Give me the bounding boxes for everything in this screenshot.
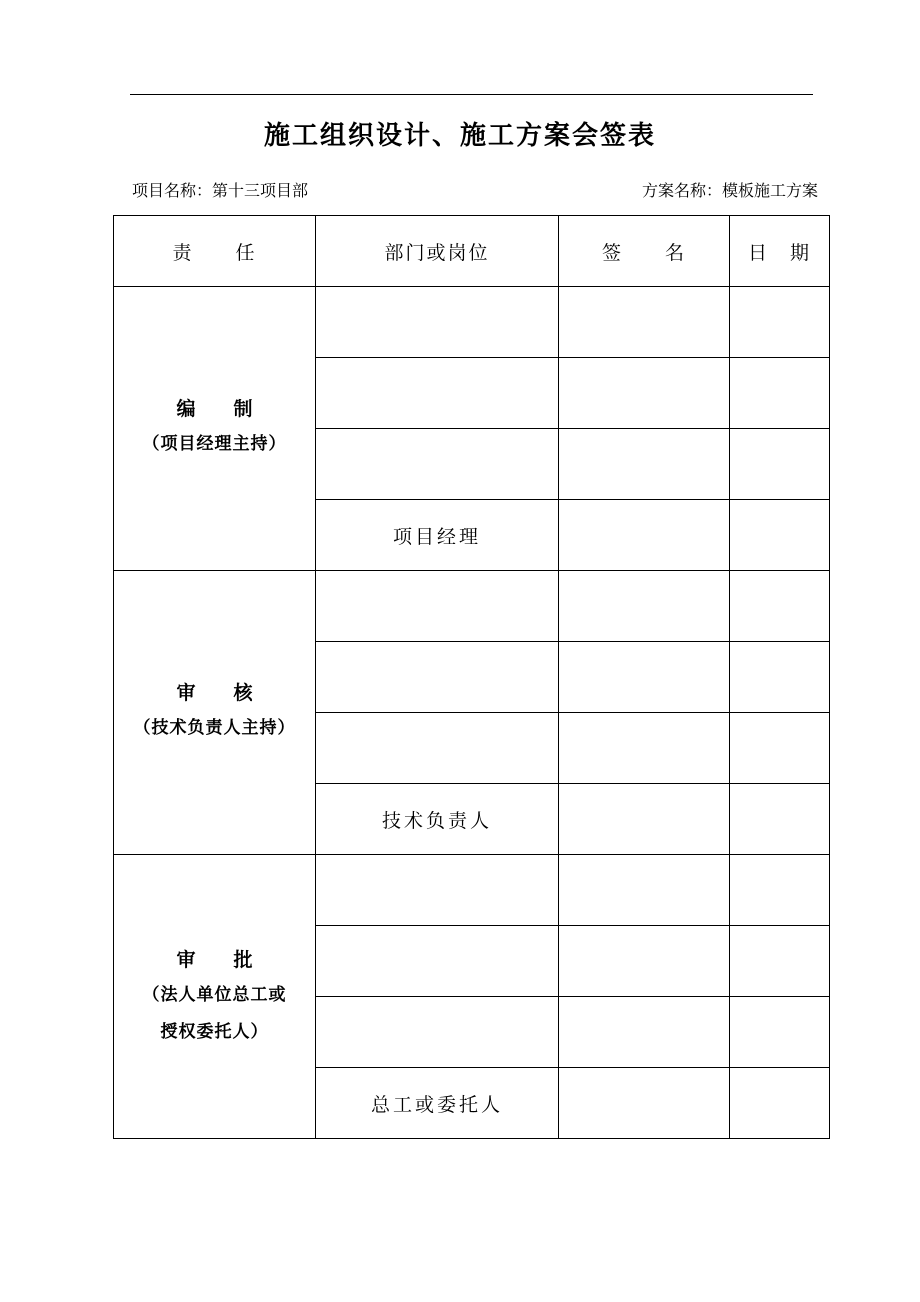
section-subtitle: （项目经理主持） — [142, 433, 287, 454]
department-cell[interactable] — [316, 429, 559, 500]
department-cell-technical-lead: 技术负责人 — [316, 784, 559, 855]
department-cell[interactable] — [316, 997, 559, 1068]
department-cell[interactable] — [316, 713, 559, 784]
signature-cell[interactable] — [559, 571, 730, 642]
date-cell[interactable] — [730, 571, 830, 642]
countersign-table — [113, 215, 830, 1139]
date-cell[interactable] — [730, 713, 830, 784]
section-subtitle: （法人单位总工或 — [142, 984, 287, 1005]
department-cell[interactable] — [316, 358, 559, 429]
header-department: 部门或岗位 — [316, 216, 559, 287]
date-cell[interactable] — [730, 926, 830, 997]
section-approve-cell — [114, 855, 316, 1139]
section-title: 审 核 — [176, 681, 253, 704]
date-cell[interactable] — [730, 287, 830, 358]
signature-cell[interactable] — [559, 1068, 730, 1139]
department-cell[interactable] — [316, 287, 559, 358]
date-cell[interactable] — [730, 358, 830, 429]
department-cell[interactable] — [316, 926, 559, 997]
department-cell[interactable] — [316, 855, 559, 926]
signature-cell[interactable] — [559, 997, 730, 1068]
document-title: 施工组织设计、施工方案会签表 — [263, 121, 656, 151]
table-row — [114, 571, 830, 642]
section-title: 审 批 — [176, 948, 253, 971]
department-cell-chief-engineer: 总工或委托人 — [316, 1068, 559, 1139]
signature-cell[interactable] — [559, 784, 730, 855]
date-cell[interactable] — [730, 1068, 830, 1139]
header-signature: 签 名 — [559, 216, 730, 287]
signature-cell[interactable] — [559, 358, 730, 429]
signature-cell[interactable] — [559, 855, 730, 926]
header-responsibility: 责 任 — [114, 216, 316, 287]
header-rule — [130, 94, 813, 95]
section-review-cell — [114, 571, 316, 855]
plan-name: 方案名称：模板施工方案 — [641, 181, 818, 200]
department-cell-project-manager: 项目经理 — [316, 500, 559, 571]
section-title: 编 制 — [176, 397, 253, 420]
section-subtitle: （技术负责人主持） — [133, 717, 296, 738]
date-cell[interactable] — [730, 997, 830, 1068]
date-cell[interactable] — [730, 642, 830, 713]
signature-cell[interactable] — [559, 429, 730, 500]
section-subtitle-line2: 授权委托人） — [160, 1021, 269, 1042]
date-cell[interactable] — [730, 784, 830, 855]
signature-cell[interactable] — [559, 642, 730, 713]
table-row — [114, 287, 830, 358]
signature-cell[interactable] — [559, 287, 730, 358]
date-cell[interactable] — [730, 500, 830, 571]
table-header-row — [114, 216, 830, 287]
project-name: 项目名称：第十三项目部 — [132, 181, 309, 200]
header-date: 日 期 — [730, 216, 830, 287]
signature-cell[interactable] — [559, 713, 730, 784]
date-cell[interactable] — [730, 855, 830, 926]
date-cell[interactable] — [730, 429, 830, 500]
section-compile-cell — [114, 287, 316, 571]
signature-cell[interactable] — [559, 500, 730, 571]
department-cell[interactable] — [316, 571, 559, 642]
signature-cell[interactable] — [559, 926, 730, 997]
table-row — [114, 855, 830, 926]
department-cell[interactable] — [316, 642, 559, 713]
